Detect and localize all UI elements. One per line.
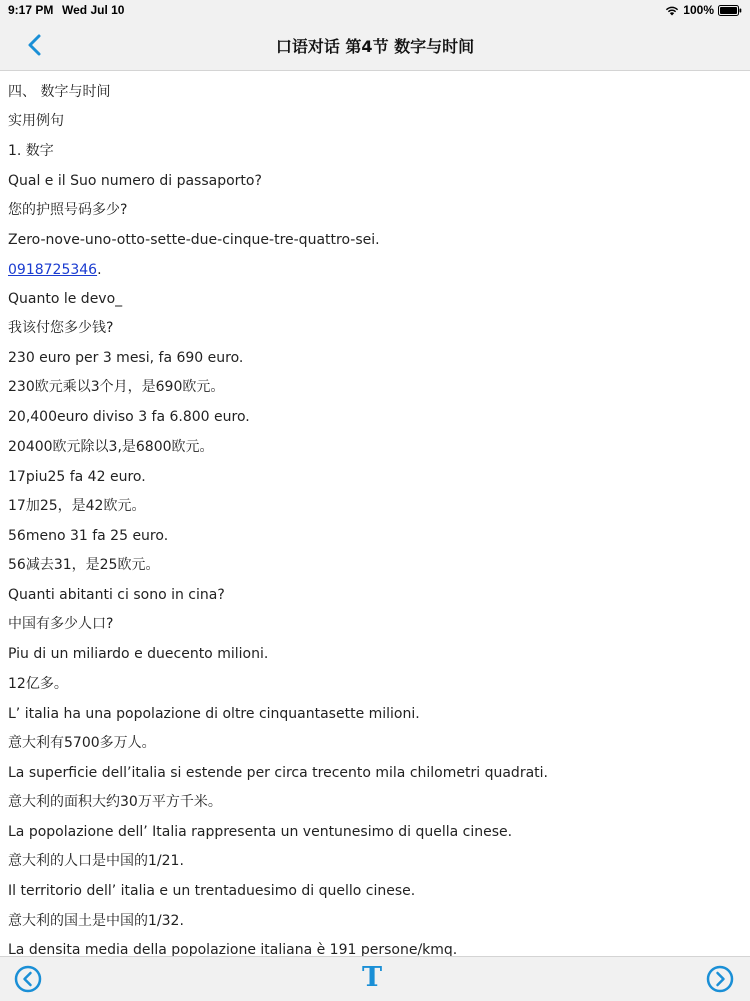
text-line: 1. 数字	[8, 143, 54, 159]
status-time: 9:17 PM	[8, 3, 54, 17]
text-line: 实用例句	[8, 113, 64, 129]
battery-percent: 100%	[683, 3, 714, 17]
text-line: 四、 数字与时间	[8, 84, 111, 100]
text-line: 意大利有5700多万人。	[8, 735, 156, 751]
text-line: Il territorio dell’ italia e un trentaduesimo di quello cinese.	[8, 883, 416, 899]
status-date: Wed Jul 10	[62, 3, 125, 17]
article-content	[0, 71, 750, 956]
navigation-bar	[0, 20, 750, 71]
text-line: 230欧元乘以3个月，是690欧元。	[8, 379, 225, 395]
battery-icon	[718, 5, 742, 16]
text-line: 56meno 31 fa 25 euro.	[8, 528, 169, 544]
text-line: L’ italia ha una popolazione di oltre cinquantasette milioni.	[8, 706, 420, 722]
text-line: 230 euro per 3 mesi, fa 690 euro.	[8, 350, 244, 366]
text-line: 您的护照号码多少?	[8, 202, 128, 218]
phone-number-link[interactable]: 0918725346	[8, 262, 98, 278]
text-line: 中国有多少人口?	[8, 616, 114, 632]
text-line: Zero-nove-uno-otto-sette-due-cinque-tre-quattro-sei.	[8, 232, 380, 248]
next-chevron-circle-icon[interactable]	[706, 965, 734, 993]
text-line: 我该付您多少钱?	[8, 320, 114, 336]
text-line: Piu di un miliardo e duecento milioni.	[8, 646, 269, 662]
text-line: 20400欧元除以3,是6800欧元。	[8, 439, 214, 455]
bottom-toolbar	[0, 956, 750, 1001]
text-line: 17piu25 fa 42 euro.	[8, 469, 146, 485]
phone-suffix: .	[97, 262, 102, 278]
text-line: La densita media della popolazione italiana è 191 persone/kmq.	[8, 942, 458, 956]
phone-line	[8, 260, 102, 280]
text-line: 20,400euro diviso 3 fa 6.800 euro.	[8, 409, 250, 425]
text-line: 意大利的人口是中国的1/21.	[8, 853, 184, 869]
page-title: 口语对话 第4节 数字与时间	[275, 37, 475, 56]
status-indicators	[665, 3, 742, 17]
text-line: 12亿多。	[8, 676, 68, 692]
text-line: 56减去31，是25欧元。	[8, 557, 160, 573]
text-line: Qual e il Suo numero di passaporto?	[8, 173, 262, 189]
text-line: Quanti abitanti ci sono in cina?	[8, 587, 225, 603]
text-line: 17加25，是42欧元。	[8, 498, 146, 514]
font-size-button[interactable]: T	[362, 962, 383, 993]
text-line: La superficie dell’italia si estende per circa trecento mila chilometri quadrati.	[8, 765, 548, 781]
previous-chevron-circle-icon[interactable]	[14, 965, 42, 993]
text-line: La popolazione dell’ Italia rappresenta un ventunesimo di quella cinese.	[8, 824, 513, 840]
wifi-icon	[665, 5, 679, 16]
text-line: 意大利的面积大约30万平方千米。	[8, 794, 222, 810]
text-line: 意大利的国土是中国的1/32.	[8, 913, 184, 929]
status-bar	[0, 0, 750, 20]
text-line: Quanto le devo_	[8, 291, 123, 307]
